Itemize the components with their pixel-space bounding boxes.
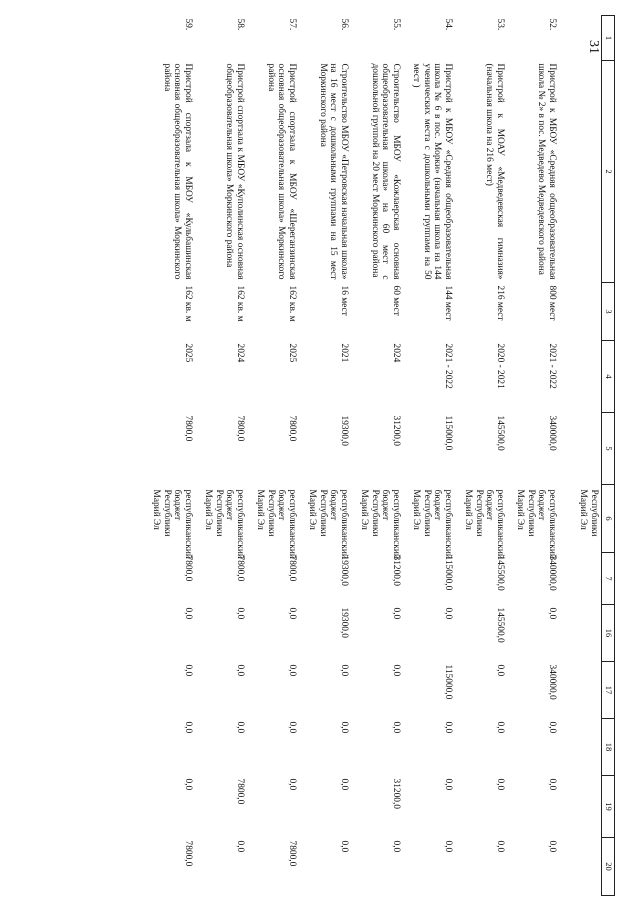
amount-col-7 xyxy=(559,553,602,605)
row-number: 56. xyxy=(339,18,349,31)
amount-col-20: 0,0 xyxy=(339,840,349,853)
total-amount: 7800,0 xyxy=(287,415,297,442)
table-row xyxy=(351,16,403,896)
capacity: 162 кв. м xyxy=(287,285,297,322)
amount-col-16 xyxy=(559,605,602,662)
amount-col-16: 19300,0 xyxy=(339,607,349,638)
capacity: 162 кв. м xyxy=(183,285,193,322)
amount-col-17: 0,0 xyxy=(183,664,193,677)
amount-col-20: 7800,0 xyxy=(183,840,193,867)
object-name: Пристрой спортзала к МБОУ «Шереганзинская основная общеобразовательная школа» Моркинского района xyxy=(265,63,297,280)
amount-col-18: 0,0 xyxy=(287,721,297,734)
amount-col-20: 0,0 xyxy=(235,840,245,853)
amount-col-20: 0,0 xyxy=(443,840,453,853)
amount-col-7: 19300,0 xyxy=(339,555,349,586)
amount-col-7: 340000,0 xyxy=(547,555,557,591)
total-amount xyxy=(559,413,602,485)
object-name: Пристрой к МБОУ «Средняя общеобразовательная школа № 2» в пос. Медведево Медведевского района xyxy=(536,63,557,280)
amount-col-16: 0,0 xyxy=(547,607,557,620)
amount-col-16: 0,0 xyxy=(391,607,401,620)
row-number: 58. xyxy=(235,18,245,31)
implementation-years: 2024 xyxy=(391,343,401,363)
capacity xyxy=(559,283,602,341)
row-number: 52. xyxy=(547,18,557,31)
funding-source: республиканский бюджет Республики Марий Эл xyxy=(463,489,505,559)
table-row xyxy=(507,16,559,896)
amount-col-20: 7800,0 xyxy=(287,840,297,867)
amount-col-18: 0,0 xyxy=(235,721,245,734)
table-row xyxy=(195,16,247,896)
total-amount: 340000,0 xyxy=(547,415,557,451)
amount-col-18: 0,0 xyxy=(547,721,557,734)
funding-source: республиканский бюджет Республики Марий Эл xyxy=(203,489,245,559)
amount-col-20: 0,0 xyxy=(547,840,557,853)
amount-col-18: 0,0 xyxy=(495,721,505,734)
column-number-header xyxy=(602,16,615,896)
amount-col-17: 0,0 xyxy=(495,664,505,677)
amount-col-7: 31200,0 xyxy=(391,555,401,586)
row-number: 53. xyxy=(495,18,505,31)
object-name: Строительство МБОУ «Кожлаерская основная общеобразовательная школа» на 60 мест с дошкольной группой на 20 мест Моркинского района xyxy=(369,63,401,280)
header-cell: 19 xyxy=(602,776,615,838)
object-name: Пристрой к МБОУ «Средняя общеобразовательная школа № 6 в пос. Морки» (начальная школа на 144 ученических места с дошкольными группами на 50 мест ) xyxy=(411,63,453,280)
header-cell: 1 xyxy=(602,16,615,61)
rotated-table-container xyxy=(115,15,615,895)
amount-col-16: 0,0 xyxy=(443,607,453,620)
amount-col-19: 0,0 xyxy=(443,778,453,791)
object-name: Пристрой спортзала к МБОУ «Кульбашинская основная общеобразовательная школа» Моркинского района xyxy=(161,63,193,280)
funding-source: республиканский бюджет Республики Марий Эл xyxy=(307,489,349,559)
implementation-years: 2021 xyxy=(339,343,349,363)
header-cell: 5 xyxy=(602,413,615,485)
header-cell: 4 xyxy=(602,341,615,413)
total-amount: 7800,0 xyxy=(183,415,193,442)
header-cell: 17 xyxy=(602,662,615,719)
total-amount: 115000,0 xyxy=(443,415,453,451)
amount-col-17: 0,0 xyxy=(235,664,245,677)
amount-col-19 xyxy=(559,776,602,838)
amount-col-19: 31200,0 xyxy=(391,778,401,809)
amount-col-19: 0,0 xyxy=(339,778,349,791)
header-cell: 6 xyxy=(602,485,615,553)
funding-source: Республики Марий Эл xyxy=(578,489,599,537)
implementation-years: 2021 - 2022 xyxy=(443,343,453,389)
row-number: 55. xyxy=(391,18,401,31)
amount-col-7: 115000,0 xyxy=(443,555,453,591)
amount-col-16: 145500,0 xyxy=(495,607,505,643)
amount-col-7: 7800,0 xyxy=(287,555,297,582)
total-amount: 31200,0 xyxy=(391,415,401,446)
implementation-years: 2024 xyxy=(235,343,245,363)
implementation-years: 2020 - 2021 xyxy=(495,343,505,389)
capacity: 216 мест xyxy=(495,285,505,321)
page-number: 31 xyxy=(586,40,601,54)
implementation-years: 2025 xyxy=(287,343,297,363)
header-cell: 16 xyxy=(602,605,615,662)
header-cell: 3 xyxy=(602,283,615,341)
object-name: Пристрой спортзала к МБОУ «Куполинская основная общеобразовательная школа» Моркинского района xyxy=(224,63,245,280)
amount-col-19: 0,0 xyxy=(495,778,505,791)
table-row xyxy=(299,16,351,896)
amount-col-19: 0,0 xyxy=(287,778,297,791)
amount-col-19: 0,0 xyxy=(547,778,557,791)
row-number: 54. xyxy=(443,18,453,31)
row-number xyxy=(559,16,602,61)
amount-col-7: 7800,0 xyxy=(235,555,245,582)
implementation-years: 2025 xyxy=(183,343,193,363)
table-row xyxy=(403,16,455,896)
row-number: 59. xyxy=(183,18,193,31)
capacity: 60 мест xyxy=(391,285,401,316)
investment-table xyxy=(143,15,615,896)
table-row xyxy=(455,16,507,896)
object-name xyxy=(559,61,602,283)
total-amount: 145500,0 xyxy=(495,415,505,451)
amount-col-20 xyxy=(559,838,602,896)
amount-col-17: 115000,0 xyxy=(443,664,453,700)
funding-source: республиканский бюджет Республики Марий Эл xyxy=(411,489,453,559)
object-name: Строительство МБОУ «Петровская начальная школа» на 16 мест с дошкольными группами на 15 мест Моркинского района xyxy=(317,63,349,280)
total-amount: 7800,0 xyxy=(235,415,245,442)
table-row xyxy=(247,16,299,896)
table-row xyxy=(559,16,602,896)
amount-col-18: 0,0 xyxy=(339,721,349,734)
funding-source: республиканский бюджет Республики Марий Эл xyxy=(151,489,193,559)
amount-col-19: 0,0 xyxy=(183,778,193,791)
amount-col-16: 0,0 xyxy=(287,607,297,620)
capacity: 800 мест xyxy=(547,285,557,321)
implementation-years: 2021 - 2022 xyxy=(547,343,557,389)
capacity: 144 мест xyxy=(443,285,453,321)
header-cell: 2 xyxy=(602,61,615,283)
amount-col-18: 0,0 xyxy=(183,721,193,734)
object-name: Пристрой к МОАУ «Медведевская гимназия» (начальная школа на 216 мест) xyxy=(484,63,505,280)
funding-source: республиканский бюджет Республики Марий Эл xyxy=(515,489,557,559)
header-cell: 20 xyxy=(602,838,615,896)
implementation-years xyxy=(559,341,602,413)
amount-col-20: 0,0 xyxy=(495,840,505,853)
capacity: 162 кв. м xyxy=(235,285,245,322)
amount-col-17: 0,0 xyxy=(339,664,349,677)
amount-col-16: 0,0 xyxy=(183,607,193,620)
funding-source: республиканский бюджет Республики Марий Эл xyxy=(359,489,401,559)
capacity: 16 мест xyxy=(339,285,349,316)
total-amount: 19300,0 xyxy=(339,415,349,446)
table-row xyxy=(143,16,195,896)
funding-source: республиканский бюджет Республики Марий Эл xyxy=(255,489,297,559)
amount-col-16: 0,0 xyxy=(235,607,245,620)
amount-col-7: 7800,0 xyxy=(183,555,193,582)
amount-col-17: 340000,0 xyxy=(547,664,557,700)
amount-col-20: 0,0 xyxy=(391,840,401,853)
amount-col-19: 7800,0 xyxy=(235,778,245,805)
amount-col-7: 145500,0 xyxy=(495,555,505,591)
amount-col-17: 0,0 xyxy=(391,664,401,677)
header-cell: 7 xyxy=(602,553,615,605)
header-cell: 18 xyxy=(602,719,615,776)
row-number: 57. xyxy=(287,18,297,31)
amount-col-18: 0,0 xyxy=(443,721,453,734)
amount-col-17 xyxy=(559,662,602,719)
amount-col-17: 0,0 xyxy=(287,664,297,677)
amount-col-18: 0,0 xyxy=(391,721,401,734)
amount-col-18 xyxy=(559,719,602,776)
